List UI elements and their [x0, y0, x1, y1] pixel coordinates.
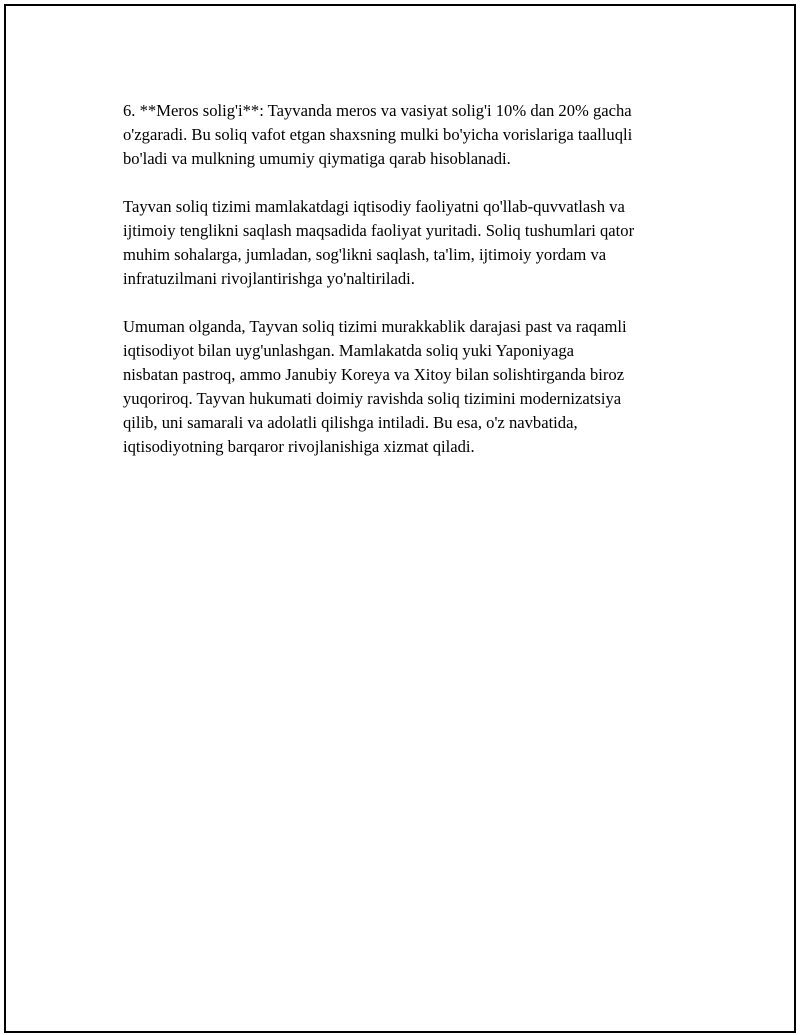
- text-line: ijtimoiy tenglikni saqlash maqsadida faoliyat yuritadi. Soliq tushumlari qator: [123, 221, 635, 240]
- text-line: Tayvan soliq tizimi mamlakatdagi iqtisodiy faoliyatni qo'llab-quvvatlash va: [123, 197, 625, 216]
- paragraph-inheritance-tax: [123, 99, 698, 171]
- text-line: Umuman olganda, Tayvan soliq tizimi murakkablik darajasi past va raqamli: [123, 317, 627, 336]
- text-line: nisbatan pastroq, ammo Janubiy Koreya va Xitoy bilan solishtirganda biroz: [123, 365, 625, 384]
- text-line: yuqoriroq. Tayvan hukumati doimiy ravishda soliq tizimini modernizatsiya: [123, 389, 622, 408]
- page-frame: [4, 4, 796, 1033]
- text-line: muhim sohalarga, jumladan, sog'likni saqlash, ta'lim, ijtimoiy yordam va: [123, 245, 607, 264]
- text-line: iqtisodiyot bilan uyg'unlashgan. Mamlakatda soliq yuki Yaponiyaga: [123, 341, 574, 360]
- page-content: [123, 99, 698, 483]
- text-line: qilib, uni samarali va adolatli qilishga intiladi. Bu esa, o'z navbatida,: [123, 413, 578, 432]
- text-line: iqtisodiyotning barqaror rivojlanishiga xizmat qiladi.: [123, 437, 475, 456]
- text-line: 6. **Meros solig'i**: Tayvanda meros va vasiyat solig'i 10% dan 20% gacha: [123, 101, 632, 120]
- text-line: o'zgaradi. Bu soliq vafot etgan shaxsning mulki bo'yicha vorislariga taalluqli: [123, 125, 633, 144]
- paragraph-conclusion: [123, 315, 698, 459]
- paragraph-tax-system-purpose: [123, 195, 698, 291]
- text-line: infratuzilmani rivojlantirishga yo'naltiriladi.: [123, 269, 415, 288]
- text-line: bo'ladi va mulkning umumiy qiymatiga qarab hisoblanadi.: [123, 149, 511, 168]
